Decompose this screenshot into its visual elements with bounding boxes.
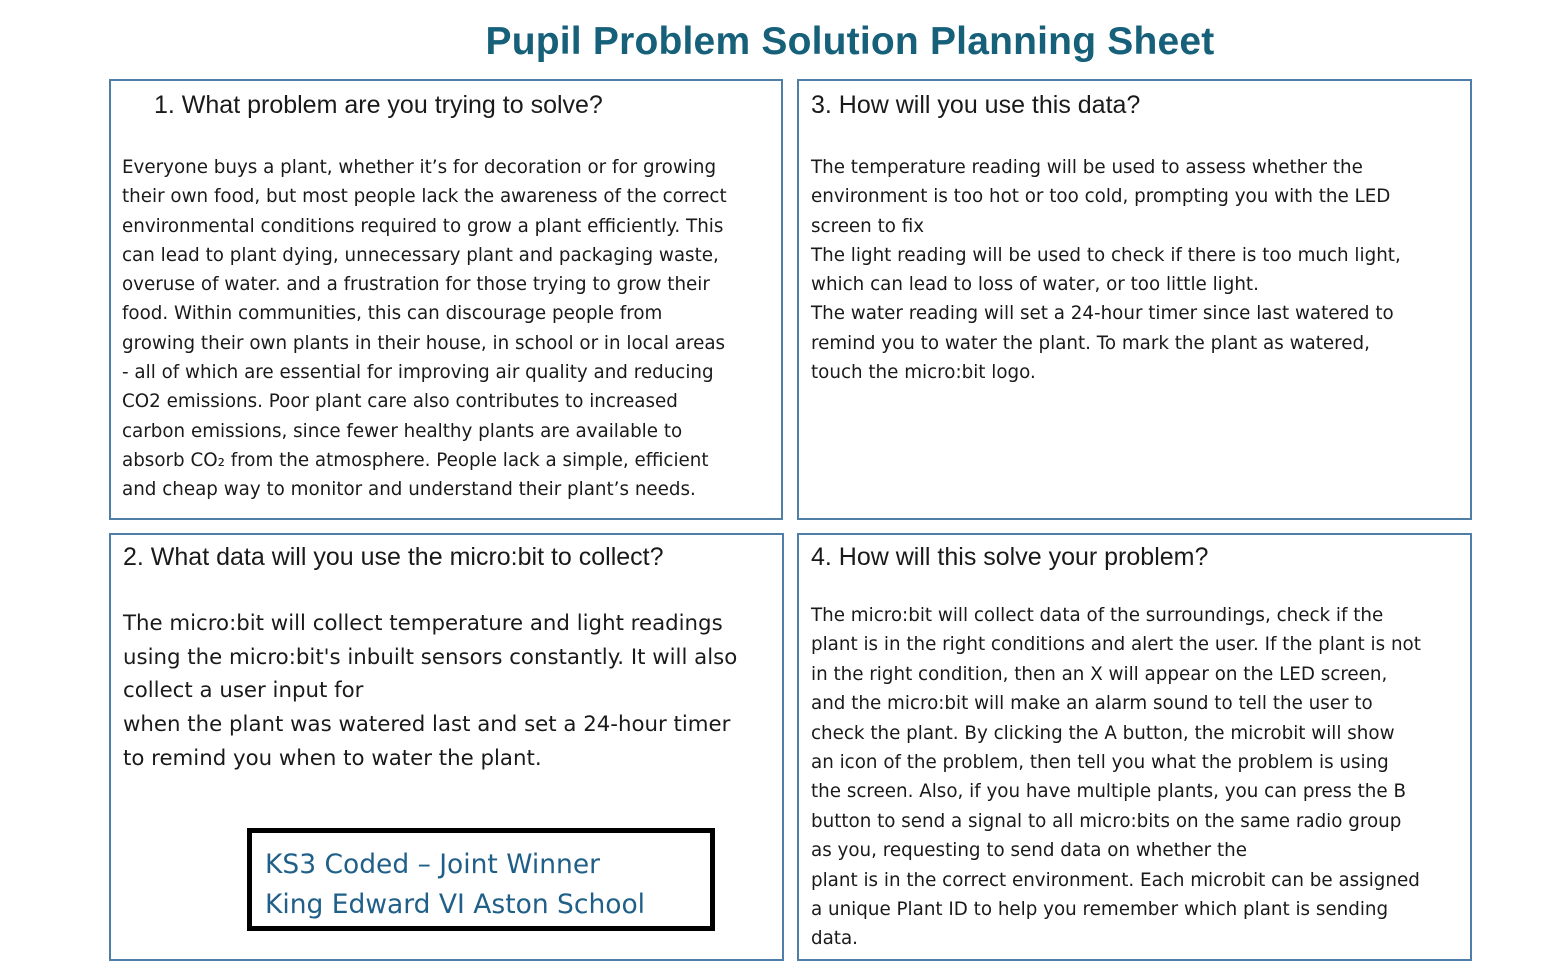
award-label [247,828,715,931]
section-solution-answer: The micro:bit will collect data of the surroundings, check if the plant is in the right conditions and alert the user. If the plant is not in the right condition, then an X will appear on the LED screen, and the micro:bit will make an alarm sound to tell the user to check the plant. By clicking the A button, the microbit will show an icon of the problem, then tell you what the problem is using the screen. Also, if you have multiple plants, you can press the B button to send a signal to all micro:bits on the same radio group as you, requesting to send data on whether the plant is in the correct environment. Each microbit can be assigned a unique Plant ID to help you remember which plant is sending data. [811,605,1421,950]
section-data-use [797,79,1472,520]
award-school: King Edward VI Aston School [265,889,646,920]
section-problem-answer: Everyone buys a plant, whether it’s for decoration or for growing their own food, but most people lack the awareness of the correct environmental conditions required to grow a plant efficiently. This can lead to plant dying, unnecessary plant and packaging waste, overuse of water. and a frustration for those trying to grow their food. Within communities, this can discourage people from growing their own plants in their house, in school or in local areas - all of which are essential for improving air quality and reducing CO2 emissions. Poor plant care also contributes to increased carbon emissions, since fewer healthy plants are available to absorb CO₂ from the atmosphere. People lack a simple, efficient and cheap way to monitor and understand their plant’s needs. [122,157,727,501]
section-data-use-answer: The temperature reading will be used to assess whether the environment is too hot or too cold, prompting you with the LED screen to fix The light reading will be used to check if there is too much light, which can lead to loss of water, or too little light. The water reading will set a 24-hour timer since last watered to remind you to water the plant. To mark the plant as watered, touch the micro:bit logo. [811,157,1401,384]
section-data-use-heading: 3. How will you use this data? [811,91,1141,119]
award-title: KS3 Coded – Joint Winner [265,849,601,880]
section-problem-heading: 1. What problem are you trying to solve? [154,91,603,119]
section-solution-heading: 4. How will this solve your problem? [811,543,1209,571]
section-data-collect-heading: 2. What data will you use the micro:bit to collect? [123,543,664,571]
section-solution [797,533,1472,961]
section-problem [109,79,783,520]
section-data-collect-answer: The micro:bit will collect temperature and light readings using the micro:bit's inbuilt sensors constantly. It will also collect a user input for when the plant was watered last and set a 24-hour timer to remind you when to water the plant. [123,611,738,771]
page-title: Pupil Problem Solution Planning Sheet [485,20,1215,63]
